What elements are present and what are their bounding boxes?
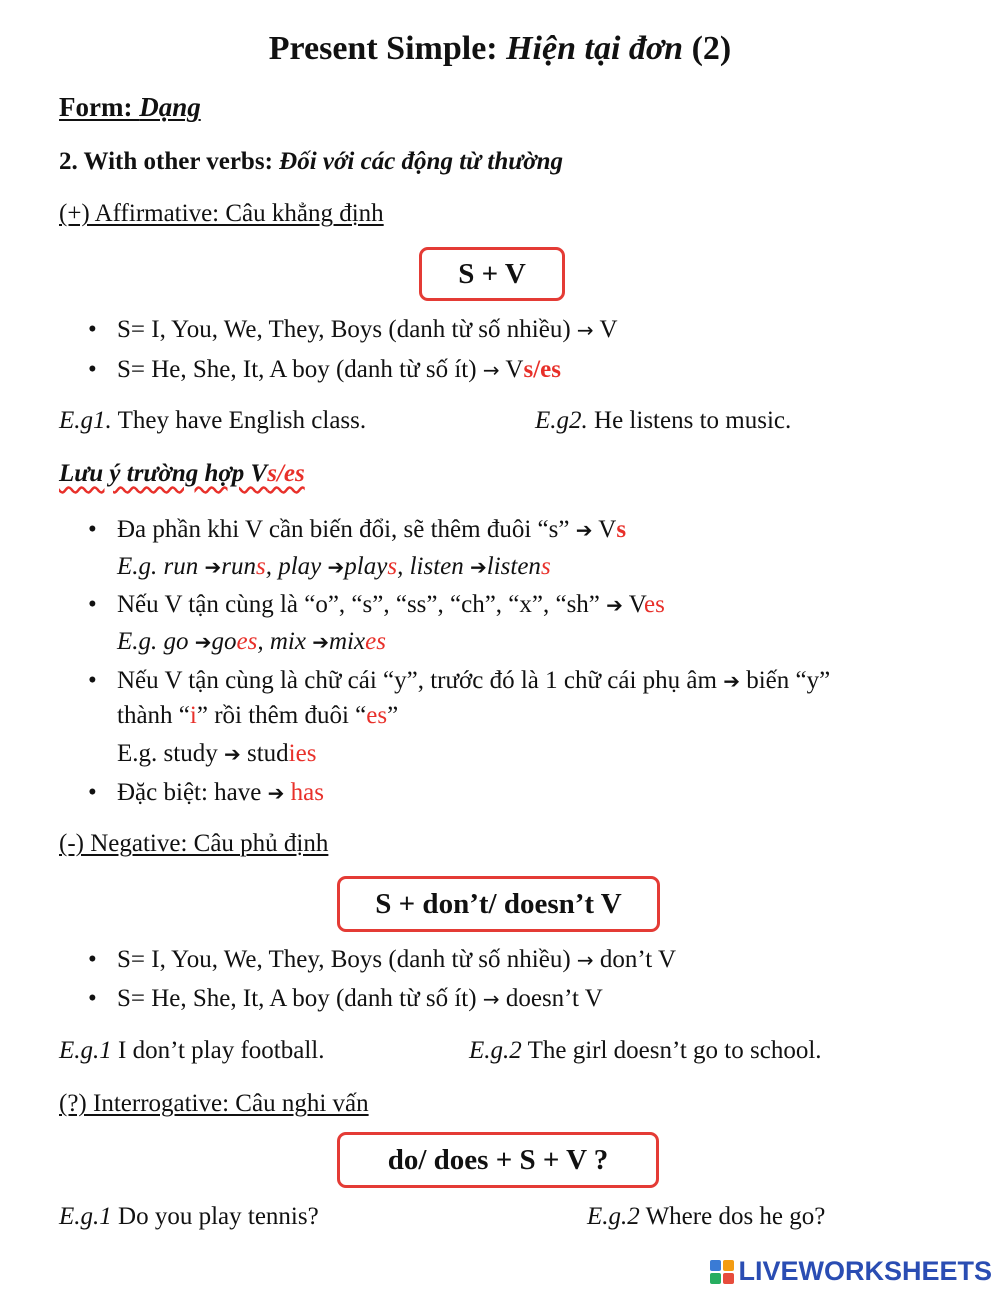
interrogative-example-1: E.g.1 Do you play tennis? [59, 1203, 319, 1230]
negative-heading: (-) Negative: Câu phủ định [59, 830, 329, 857]
rule-4: Đặc biệt: have ➔ has [117, 779, 324, 806]
rule-3-line-2: thành “i” rồi thêm đuôi “es” [117, 702, 399, 729]
affirmative-formula: S + V [419, 247, 565, 301]
affirmative-heading: (+) Affirmative: Câu khẳng định [59, 200, 384, 227]
affirmative-example-2: E.g2. He listens to music. [535, 407, 792, 434]
interrogative-example-2: E.g.2 Where dos he go? [587, 1203, 826, 1230]
logo-text: LIVEWORKSHEETS [738, 1256, 992, 1286]
arrow-icon: ➔ [267, 781, 285, 805]
bullet-icon: • [88, 516, 97, 543]
arrow-icon: → [576, 948, 594, 972]
rule-2-example: E.g. go ➔goes, mix ➔mixes [117, 628, 386, 655]
bullet-icon: • [88, 667, 97, 694]
other-verbs-heading: 2. With other verbs: Đối với các động từ thường [59, 148, 564, 175]
arrow-icon: ➔ [606, 593, 623, 617]
negative-example-2: E.g.2 The girl doesn’t go to school. [469, 1037, 822, 1064]
affirmative-example-1: E.g1. They have English class. [59, 407, 367, 434]
liveworksheets-logo [710, 1256, 992, 1287]
negative-bullet-plural: S= I, You, We, They, Boys (danh từ số nhiều) → don’t V [117, 946, 677, 973]
affirmative-bullet-plural: S= I, You, We, They, Boys (danh từ số nhiều) → V [117, 316, 618, 343]
bullet-icon: • [88, 316, 97, 343]
rule-1: Đa phần khi V cần biến đổi, sẽ thêm đuôi “s” ➔ Vs [117, 516, 627, 543]
negative-formula: S + don’t/ doesn’t V [337, 876, 660, 932]
bullet-icon: • [88, 946, 97, 973]
negative-bullet-singular: S= He, She, It, A boy (danh từ số ít) → doesn’t V [117, 985, 603, 1012]
arrow-icon: → [482, 358, 500, 382]
arrow-icon: ➔ [470, 555, 487, 579]
arrow-icon: → [576, 318, 594, 342]
arrow-icon: → [482, 987, 500, 1011]
bullet-icon: • [88, 591, 97, 618]
arrow-icon: ➔ [723, 669, 740, 693]
page-title: Present Simple: Hiện tại đơn (2) [268, 30, 732, 67]
form-heading: Form: Dạng [59, 92, 201, 122]
rule-2: Nếu V tận cùng là “o”, “s”, “ss”, “ch”, “x”, “sh” ➔ Ves [117, 591, 665, 618]
arrow-icon: ➔ [312, 630, 329, 654]
bullet-icon: • [88, 356, 97, 383]
interrogative-formula: do/ does + S + V ? [337, 1132, 659, 1188]
arrow-icon: ➔ [223, 742, 241, 766]
arrow-icon: ➔ [204, 555, 222, 579]
rule-3: Nếu V tận cùng là chữ cái “y”, trước đó là 1 chữ cái phụ âm ➔ biến “y” [117, 667, 831, 694]
arrow-icon: ➔ [194, 630, 212, 654]
bullet-icon: • [88, 779, 97, 806]
affirmative-bullet-singular: S= He, She, It, A boy (danh từ số ít) → Vs/es [117, 356, 561, 383]
interrogative-heading: (?) Interrogative: Câu nghi vấn [59, 1090, 369, 1117]
negative-example-1: E.g.1 I don’t play football. [59, 1037, 325, 1064]
rule-1-example: E.g. run ➔runs, play ➔plays, listen ➔listens [117, 553, 551, 580]
bullet-icon: • [88, 985, 97, 1012]
liveworksheets-logo-icon [710, 1260, 734, 1284]
rule-3-example: E.g. study ➔ studies [117, 740, 317, 767]
arrow-icon: ➔ [327, 555, 345, 579]
arrow-icon: ➔ [575, 518, 593, 542]
note-heading: Lưu ý trường hợp Vs/es [59, 460, 305, 487]
